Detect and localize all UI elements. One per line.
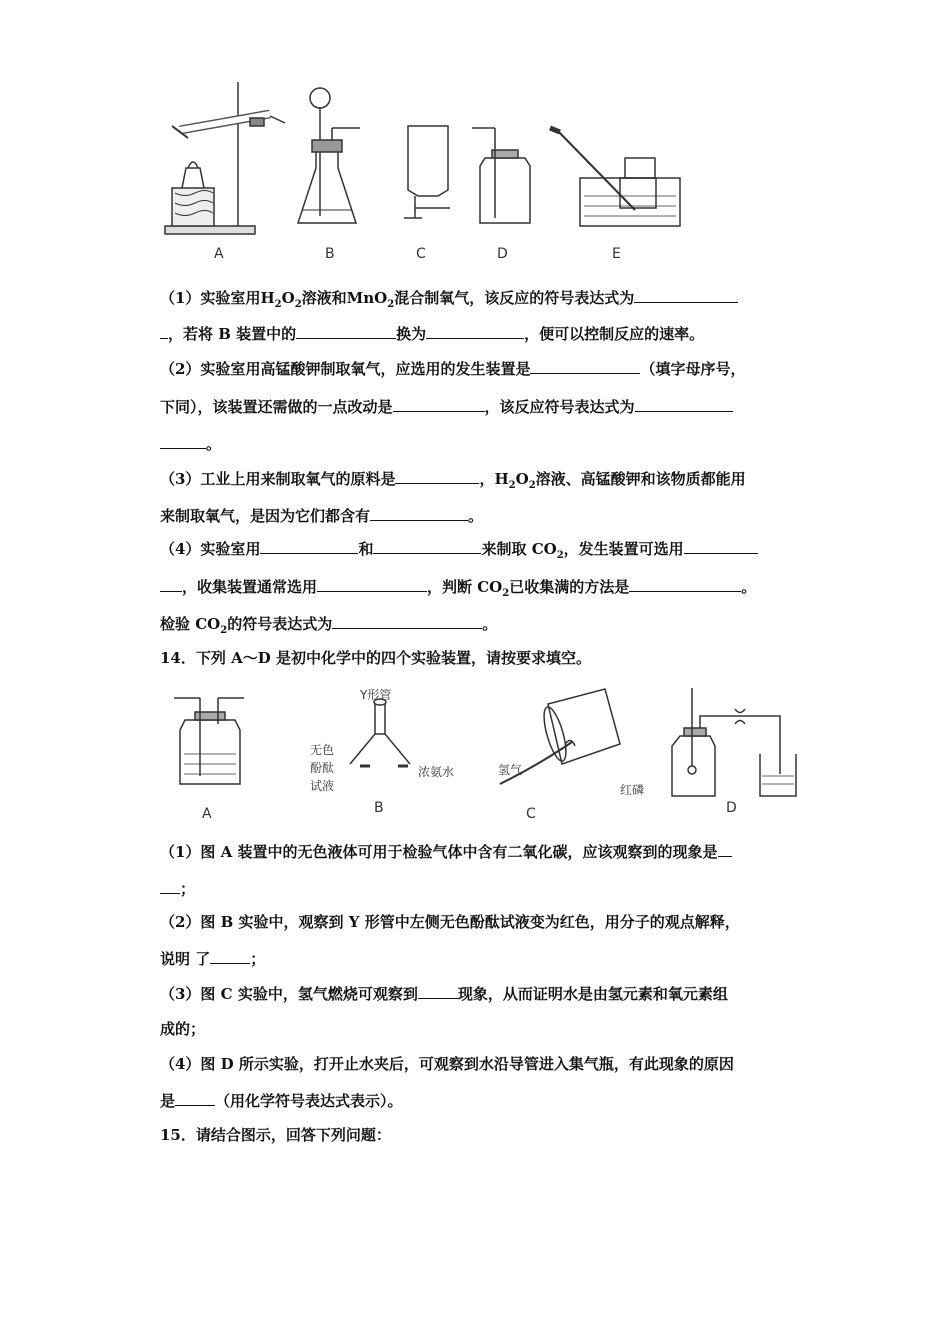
q13-p4-line2-a: ，收集装置通常选用 <box>182 578 318 596</box>
q13-p2-line2-a: 下同），该装置还需做的一点改动是 <box>160 398 393 416</box>
q13-p1-line2-a: ，若将 B 装置中的 <box>168 325 297 343</box>
figure1-label-d: D <box>497 246 508 262</box>
q14-p3-line1 <box>160 983 800 1004</box>
answer-blank[interactable] <box>296 323 396 339</box>
answer-blank[interactable] <box>718 841 732 857</box>
q13-p4-line2-b: ，判断 CO <box>427 578 503 596</box>
q13-p4-line3-a: 检验 CO <box>160 615 221 633</box>
answer-blank[interactable] <box>210 948 250 964</box>
q14-p1-line2-text: ； <box>180 880 196 898</box>
answer-blank[interactable] <box>393 396 485 412</box>
q14-p4-line1: （4）图 D 所示实验，打开止水夹后，可观察到水沿导管进入集气瓶，有此现象的原因 <box>160 1055 734 1073</box>
q13-p4-line2-c: 已收集满的方法是 <box>509 578 630 596</box>
formula-sub: 2 <box>508 480 516 491</box>
q14-p3-line1-a: （3）图 C 实验中，氢气燃烧可观察到 <box>160 985 418 1003</box>
answer-blank[interactable] <box>634 287 738 303</box>
q13-p2-line1-a: （2）实验室用高锰酸钾制取氧气，应选用的发生装置是 <box>160 360 531 378</box>
phenolphthalein-label-1: 无色 <box>310 743 335 757</box>
figure1-label-a: A <box>214 246 224 262</box>
q13-p4-line2-d: 。 <box>741 578 757 596</box>
q13-p1-mid1: 溶液和 <box>301 289 347 307</box>
q13-p4-line1-d: ，发生装置可选用 <box>563 540 684 558</box>
q13-p2-line3: 。 <box>206 435 222 453</box>
answer-blank[interactable] <box>684 538 758 554</box>
q14-apparatus-a-drawing <box>174 698 244 784</box>
q13-p3-line1-c: 溶液、高锰酸钾和该物质都能用 <box>535 470 746 488</box>
q13-p3-line1 <box>160 468 800 489</box>
q14-p3-line2: 成的； <box>160 1020 206 1038</box>
q13-p2-line2 <box>160 396 800 417</box>
q14-p1-line2 <box>160 878 800 899</box>
q14-p4-line2-a: 是 <box>160 1092 176 1110</box>
q13-p2-line1-b: （填字母序号， <box>640 360 746 378</box>
q14-p1-line1-text: （1）图 A 装置中的无色液体可用于检验气体中含有二氧化碳，应该观察到的现象是 <box>160 843 718 861</box>
formula-sub: 2 <box>294 299 302 310</box>
q13-p4-line1-b: 和 <box>358 540 374 558</box>
figure2-label-b: B <box>374 800 384 816</box>
formula-h2o2-o: O <box>281 289 295 307</box>
figure2-label-a: A <box>202 806 212 822</box>
q13-p3-line1-a: （3）工业上用来制取氧气的原料是 <box>160 470 396 488</box>
answer-blank[interactable] <box>260 538 358 554</box>
answer-blank[interactable] <box>175 1090 215 1106</box>
q14-p4-line2-b: （用化学符号表达式表示）。 <box>215 1092 403 1110</box>
q13-p4-line1-a: （4）实验室用 <box>160 540 261 558</box>
formula-sub: 2 <box>556 550 564 561</box>
q14-apparatus-d-drawing <box>672 688 796 796</box>
q13-p4-line3 <box>160 613 800 634</box>
figure2-label-c: C <box>526 806 536 822</box>
apparatus-d-drawing <box>472 128 530 223</box>
apparatus-a-drawing <box>165 82 285 234</box>
formula-sub: 2 <box>274 299 282 310</box>
q13-p1-line2-b: 换为 <box>396 325 427 343</box>
q14-p2-line2-b: ； <box>250 950 266 968</box>
q13-p3-line2 <box>160 505 800 526</box>
phenolphthalein-label-2: 酚酞 <box>310 761 335 775</box>
q13-p4-line3-c: 。 <box>482 615 498 633</box>
figure1-label-c: C <box>416 246 426 262</box>
q13-p1-mid2: 混合制氧气，该反应的符号表达式为 <box>394 289 635 307</box>
q13-p3-line1-b: ，H <box>479 470 509 488</box>
q14-apparatus-b-drawing <box>350 699 410 766</box>
apparatus-figure-1 <box>160 78 700 268</box>
apparatus-figure-2 <box>160 684 800 824</box>
answer-blank[interactable] <box>530 358 640 374</box>
q13-p1-line1 <box>160 287 800 308</box>
answer-blank[interactable] <box>370 505 468 521</box>
formula-sub: 2 <box>502 588 510 599</box>
q13-p1-line2 <box>160 323 800 344</box>
answer-blank[interactable] <box>635 396 733 412</box>
q13-p3-line2-a: 来制取氧气，是因为它们都含有 <box>160 507 371 525</box>
answer-blank[interactable] <box>160 878 180 894</box>
q14-p2-line2 <box>160 948 800 969</box>
q13-p4-line3-b: 的符号表达式为 <box>227 615 333 633</box>
q13-p4-line2 <box>160 576 800 597</box>
formula-sub: 2 <box>220 625 228 636</box>
formula-sub: 2 <box>387 299 395 310</box>
answer-blank[interactable] <box>160 433 206 449</box>
q13-p2-line1 <box>160 358 800 379</box>
q14-p4-line2 <box>160 1090 800 1111</box>
q14-p2-line2-a: 说明 了 <box>160 950 211 968</box>
figure2-label-d: D <box>726 800 737 816</box>
figure1-label-e: E <box>612 246 621 262</box>
phenolphthalein-label-3: 试液 <box>310 779 335 793</box>
q13-p1-line2-c: ，便可以控制反应的速率。 <box>524 325 705 343</box>
figure1-label-b: B <box>325 246 335 262</box>
q14-p1-line1 <box>160 841 800 862</box>
q13-p4-line1-c: 来制取 CO <box>481 540 557 558</box>
answer-blank[interactable] <box>629 576 741 592</box>
answer-blank[interactable] <box>160 576 182 592</box>
q15-title: 15．请结合图示，回答下列问题： <box>160 1126 391 1144</box>
formula-h2o2-h: H <box>260 289 275 307</box>
answer-blank[interactable] <box>160 323 168 339</box>
red-phosphorus-label: 红磷 <box>620 783 645 797</box>
answer-blank[interactable] <box>332 613 482 629</box>
formula-o: O <box>515 470 529 488</box>
formula-sub: 2 <box>528 480 536 491</box>
q13-p2-line2-b: ，该反应符号表达式为 <box>484 398 635 416</box>
q14-p2-line1: （2）图 B 实验中，观察到 Y 形管中左侧无色酚酞试液变为红色，用分子的观点解释， <box>160 913 740 931</box>
apparatus-c-drawing <box>404 126 450 218</box>
ammonia-label: 浓氨水 <box>418 765 455 779</box>
y-tube-label: Y形管 <box>360 688 392 702</box>
answer-blank[interactable] <box>373 538 481 554</box>
q14-title: 14．下列 A～D 是初中化学中的四个实验装置，请按要求填空。 <box>160 649 591 667</box>
answer-blank[interactable] <box>426 323 524 339</box>
q13-p3-line2-b: 。 <box>468 507 484 525</box>
apparatus-e-drawing <box>550 128 680 226</box>
hydrogen-label: 氢气 <box>498 763 523 777</box>
answer-blank[interactable] <box>395 468 479 484</box>
answer-blank[interactable] <box>418 983 458 999</box>
q13-p4-line1 <box>160 538 800 559</box>
apparatus-b-drawing <box>298 88 360 223</box>
q14-p3-line1-b: 现象，从而证明水是由氢元素和氧元素组 <box>457 985 728 1003</box>
q13-p1-prefix: （1）实验室用 <box>160 289 261 307</box>
formula-mno2: MnO <box>346 289 388 307</box>
q13-p2-line3 <box>160 433 800 454</box>
answer-blank[interactable] <box>317 576 427 592</box>
